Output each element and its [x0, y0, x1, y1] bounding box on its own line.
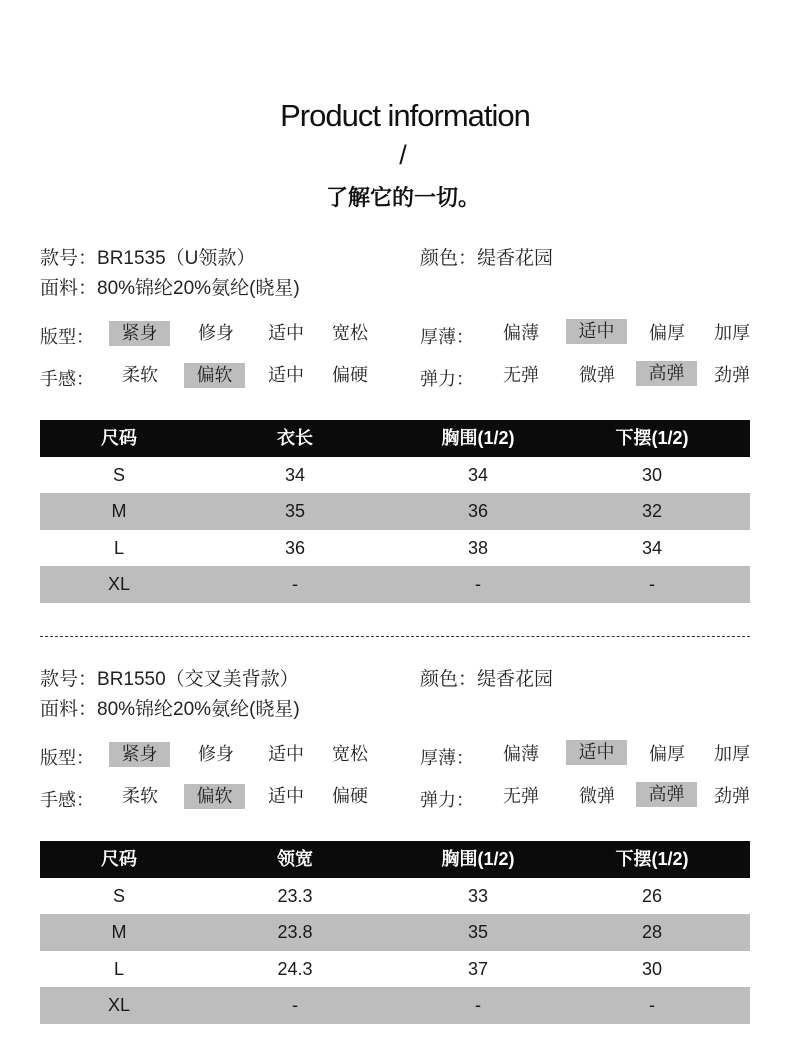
- table-cell: -: [292, 995, 298, 1015]
- table-row: [40, 530, 750, 567]
- table-cell: 26: [641, 885, 663, 906]
- style-label: 款号：: [40, 248, 98, 269]
- fit-option-slim: 修身: [198, 323, 234, 343]
- table-cell: 23.8: [277, 922, 313, 942]
- thickness-option-thick: 偏厚: [649, 323, 685, 343]
- table-cell: 30: [641, 958, 663, 979]
- header-cell: 下摆(1/2): [615, 849, 689, 869]
- header-cell: 尺码: [101, 428, 137, 448]
- feel-option-medium: 适中: [268, 786, 304, 806]
- table-cell: 34: [284, 464, 306, 485]
- table-cell: 34: [467, 464, 489, 485]
- dashed-divider: [40, 636, 750, 637]
- table-cell: -: [475, 995, 481, 1015]
- style-number-2: [40, 664, 299, 691]
- stretch-option-strong: 劲弹: [714, 365, 750, 385]
- feel-option-slightly-hard: 偏硬: [332, 786, 368, 806]
- fit-option-slim: 修身: [198, 744, 234, 764]
- table-cell: XL: [107, 995, 131, 1015]
- size-table-1: [40, 420, 750, 603]
- stretch-option-none: 无弹: [503, 365, 539, 385]
- style-number-1: [40, 243, 255, 270]
- table-row: [40, 951, 750, 988]
- header-cell: 尺码: [101, 849, 137, 869]
- table-cell: -: [649, 574, 655, 594]
- table-row: [40, 914, 750, 951]
- table-header-row: [40, 420, 750, 457]
- table-cell: -: [649, 995, 655, 1015]
- table-row: [40, 457, 750, 494]
- fit-label: 版型：: [40, 327, 94, 347]
- color-label: 颜色：: [420, 669, 478, 690]
- color-1: [420, 243, 553, 270]
- fit-option-tight: 紧身: [109, 742, 170, 767]
- title-english: Product information: [280, 98, 530, 133]
- table-cell: XL: [107, 574, 131, 594]
- table-row: [40, 493, 750, 530]
- fit-option-loose: 宽松: [332, 744, 368, 764]
- header-cell: 胸围(1/2): [441, 428, 515, 448]
- thickness-option-medium: 适中: [566, 740, 627, 765]
- header-cell: 下摆(1/2): [615, 428, 689, 448]
- feel-option-soft: 柔软: [122, 365, 158, 385]
- feel-option-medium: 适中: [268, 365, 304, 385]
- table-cell: M: [111, 501, 127, 521]
- table-cell: 23.3: [277, 885, 313, 906]
- fabric-value: 80%锦纶20%氨纶(晓星): [97, 699, 300, 720]
- table-cell: 34: [641, 537, 663, 558]
- stretch-option-slight: 微弹: [579, 786, 615, 806]
- fabric-label: 面料：: [40, 699, 98, 720]
- table-row: [40, 987, 750, 1024]
- table-cell: 38: [467, 537, 489, 558]
- fabric-label: 面料：: [40, 278, 98, 299]
- stretch-option-none: 无弹: [503, 786, 539, 806]
- style-label: 款号：: [40, 669, 98, 690]
- stretch-label: 弹力：: [420, 369, 474, 389]
- table-cell: M: [111, 922, 127, 942]
- style-value: BR1550（交叉美背款）: [97, 669, 299, 690]
- stretch-option-high: 高弹: [636, 361, 697, 386]
- stretch-option-high: 高弹: [636, 782, 697, 807]
- table-row: [40, 566, 750, 603]
- thickness-option-thin: 偏薄: [503, 323, 539, 343]
- fit-option-regular: 适中: [268, 323, 304, 343]
- table-cell: 24.3: [277, 958, 313, 979]
- table-header-row: [40, 841, 750, 878]
- fit-option-loose: 宽松: [332, 323, 368, 343]
- thickness-label: 厚薄：: [420, 748, 474, 768]
- color-label: 颜色：: [420, 248, 478, 269]
- table-cell: 37: [467, 958, 489, 979]
- table-cell: S: [112, 464, 125, 485]
- fabric-2: [40, 694, 300, 721]
- fit-option-tight: 紧身: [109, 321, 170, 346]
- table-row: [40, 878, 750, 915]
- table-cell: 35: [284, 501, 306, 521]
- feel-option-soft: 柔软: [122, 786, 158, 806]
- title-slash: /: [399, 140, 407, 170]
- table-cell: 32: [641, 501, 663, 521]
- table-cell: 35: [467, 922, 489, 942]
- fit-label: 版型：: [40, 748, 94, 768]
- table-cell: 33: [467, 885, 489, 906]
- style-value: BR1535（U领款）: [97, 248, 256, 269]
- table-cell: -: [475, 574, 481, 594]
- table-cell: -: [292, 574, 298, 594]
- fabric-value: 80%锦纶20%氨纶(晓星): [97, 278, 300, 299]
- table-cell: S: [112, 885, 125, 906]
- thickness-option-extra-thick: 加厚: [714, 323, 750, 343]
- table-cell: 36: [467, 501, 489, 521]
- table-cell: L: [113, 537, 124, 558]
- stretch-option-slight: 微弹: [579, 365, 615, 385]
- header-cell: 衣长: [277, 428, 313, 448]
- fabric-1: [40, 273, 300, 300]
- thickness-option-medium: 适中: [566, 319, 627, 344]
- table-cell: 28: [641, 922, 663, 942]
- thickness-option-extra-thick: 加厚: [714, 744, 750, 764]
- table-cell: 36: [284, 537, 306, 558]
- feel-label: 手感：: [40, 790, 94, 810]
- thickness-option-thin: 偏薄: [503, 744, 539, 764]
- size-table-2: [40, 841, 750, 1024]
- feel-option-slightly-soft: 偏软: [184, 784, 245, 809]
- color-2: [420, 664, 553, 691]
- thickness-option-thick: 偏厚: [649, 744, 685, 764]
- stretch-label: 弹力：: [420, 790, 474, 810]
- color-value: 缇香花园: [477, 248, 554, 269]
- header-cell: 领宽: [277, 849, 313, 869]
- thickness-label: 厚薄：: [420, 327, 474, 347]
- feel-label: 手感：: [40, 369, 94, 389]
- stretch-option-strong: 劲弹: [714, 786, 750, 806]
- feel-option-slightly-soft: 偏软: [184, 363, 245, 388]
- fit-option-regular: 适中: [268, 744, 304, 764]
- header-cell: 胸围(1/2): [441, 849, 515, 869]
- table-cell: L: [113, 958, 124, 979]
- feel-option-slightly-hard: 偏硬: [332, 365, 368, 385]
- table-cell: 30: [641, 464, 663, 485]
- color-value: 缇香花园: [477, 669, 554, 690]
- title-chinese: 了解它的一切。: [325, 185, 480, 210]
